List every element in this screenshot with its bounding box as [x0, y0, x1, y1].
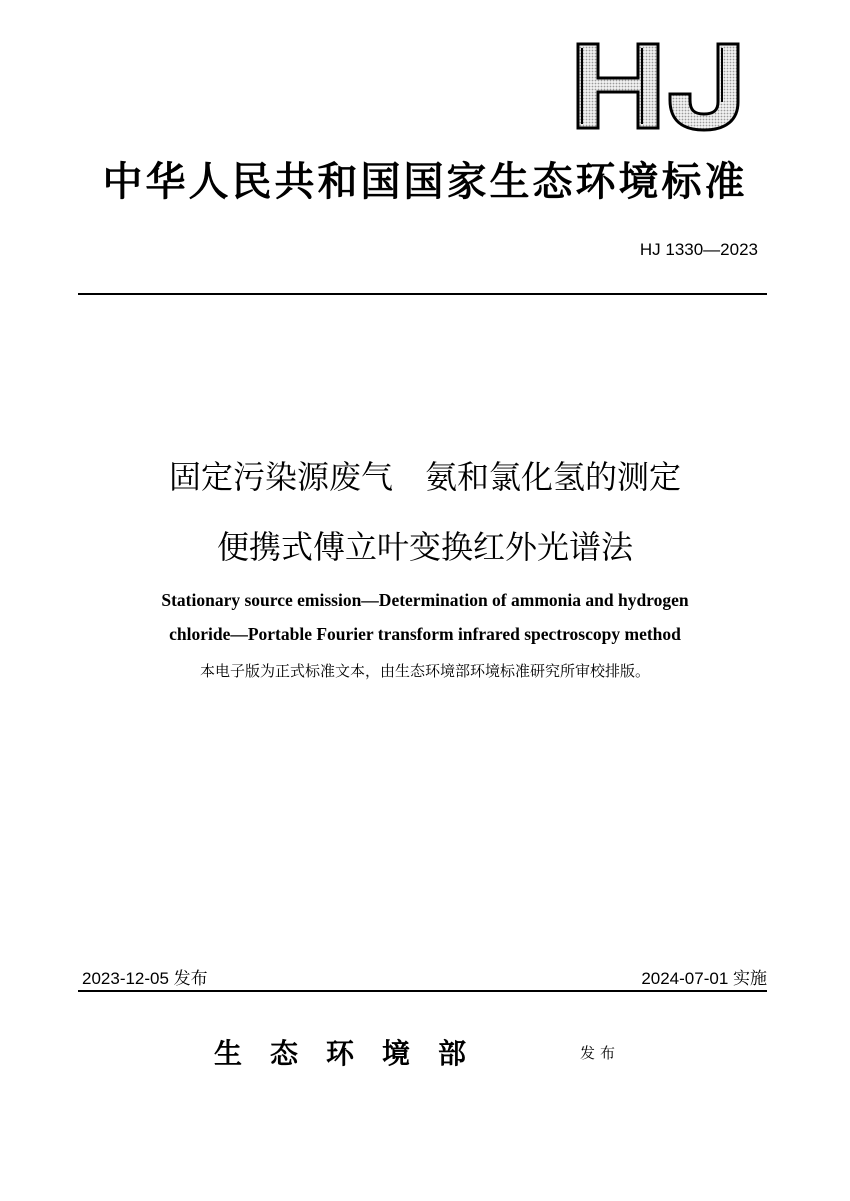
top-divider	[78, 293, 767, 295]
standard-organization-title: 中华人民共和国国家生态环境标准	[102, 158, 748, 205]
standard-number: HJ 1330—2023	[639, 240, 758, 259]
bottom-divider	[78, 990, 767, 992]
title-chinese-line2: 便携式傅立叶变换红外光谱法	[216, 528, 633, 566]
publish-label: 发布	[580, 1044, 621, 1062]
title-english-line1: Stationary source emission—Determination of ammonia and hydrogen	[161, 590, 689, 610]
title-english-line2: chloride—Portable Fourier transform infrared spectroscopy method	[169, 624, 681, 644]
title-chinese-line1: 固定污染源废气 氨和氯化氢的测定	[168, 458, 681, 496]
issue-date: 2023-12-05 发布	[82, 969, 208, 988]
electronic-version-note: 本电子版为正式标准文本，由生态环境部环境标准研究所审校排版。	[199, 662, 650, 680]
publisher-name: 生态环境部	[214, 1037, 495, 1070]
implementation-date: 2024-07-01 实施	[641, 969, 767, 988]
hj-logo	[570, 40, 745, 132]
